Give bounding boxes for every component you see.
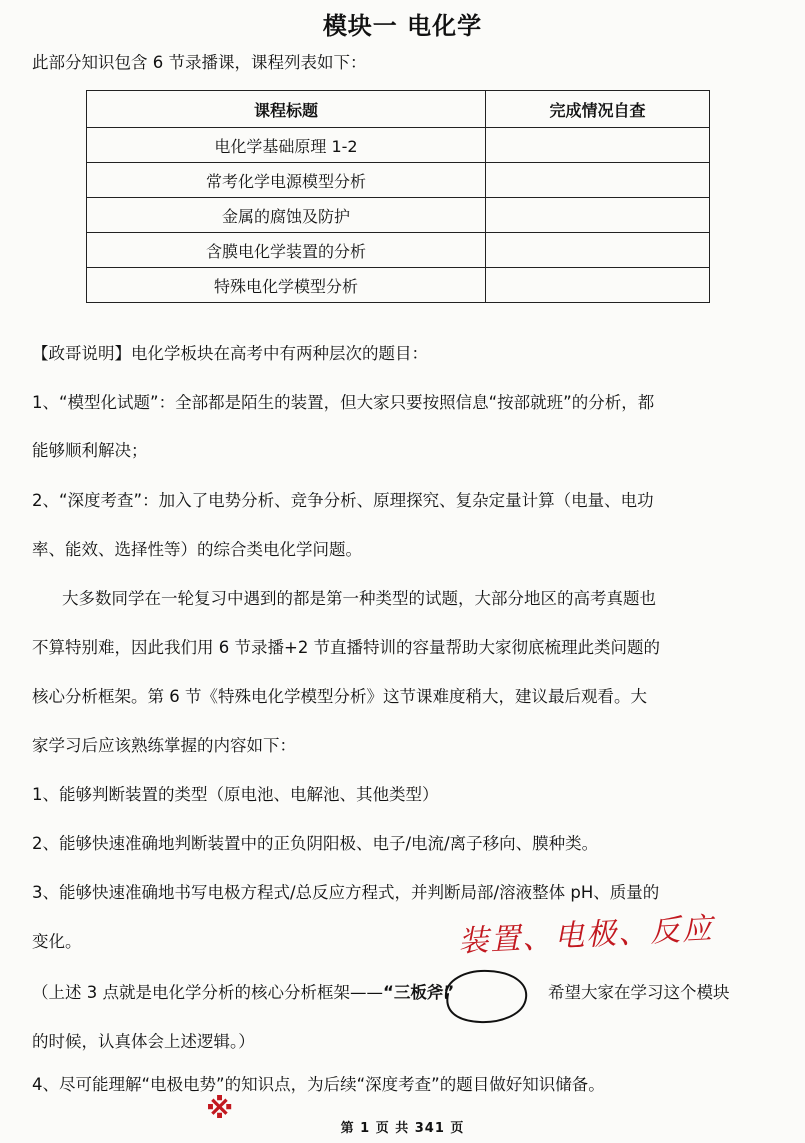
table-row: [87, 198, 710, 233]
course-status: [486, 128, 710, 163]
paragraph-line: 家学习后应该熟练掌握的内容如下：: [32, 736, 296, 755]
table-row: [87, 128, 710, 163]
handwritten-circle: [436, 966, 532, 1026]
list-item: 1、能够判断装置的类型（原电池、电解池、其他类型）: [32, 785, 439, 804]
course-title: 特殊电化学模型分析: [87, 268, 486, 303]
table-row: [87, 268, 710, 303]
course-status: [486, 233, 710, 268]
handwritten-annotation: 装置、电极、反应: [457, 911, 715, 960]
paragraph-line: 能够顺利解决；: [32, 441, 148, 460]
column-header-status: 完成情况自查: [486, 91, 710, 128]
list-item: 变化。: [32, 932, 82, 951]
table-header-row: [87, 91, 710, 128]
course-status: [486, 198, 710, 233]
paragraph-line: 率、能效、选择性等）的综合类电化学问题。: [32, 540, 362, 559]
handwritten-mark: ※: [206, 1092, 234, 1125]
course-title: 电化学基础原理 1-2: [87, 128, 486, 163]
course-status: [486, 268, 710, 303]
list-item: 3、能够快速准确地书写电极方程式/总反应方程式，并判断局部/溶液整体 pH、质量的: [32, 883, 660, 902]
table-row: [87, 233, 710, 268]
paragraph-line: 核心分析框架。第 6 节《特殊电化学模型分析》这节课难度稍大，建议最后观看。大: [32, 687, 647, 706]
paragraph-line: 不算特别难，因此我们用 6 节录播+2 节直播特训的容量帮助大家彻底梳理此类问题的: [32, 638, 661, 657]
paragraph-line: 大多数同学在一轮复习中遇到的都是第一种类型的试题，大部分地区的高考真题也: [62, 589, 656, 608]
list-item: 2、能够快速准确地判断装置中的正负阴阳极、电子/电流/离子移向、膜种类。: [32, 834, 599, 853]
course-title: 金属的腐蚀及防护: [87, 198, 486, 233]
summary-text-start: （上述 3 点就是电化学分析的核心分析框架——: [32, 983, 383, 1002]
column-header-title: 课程标题: [87, 91, 486, 128]
summary-text-end: 希望大家在学习这个模块: [548, 983, 730, 1002]
page-title: 模块一 电化学: [322, 12, 483, 40]
summary-highlight: “三板斧”: [383, 983, 455, 1002]
course-title: 含膜电化学装置的分析: [87, 233, 486, 268]
note-heading: 【政哥说明】电化学板块在高考中有两种层次的题目：: [32, 344, 428, 363]
course-title: 常考化学电源模型分析: [87, 163, 486, 198]
paragraph-line: 1、“模型化试题”：全部都是陌生的装置，但大家只要按照信息“按部就班”的分析，都: [32, 393, 655, 412]
page-footer: 第 1 页 共 341 页: [340, 1121, 465, 1136]
course-table: [86, 90, 710, 303]
list-item: 4、尽可能理解“电极电势”的知识点，为后续“深度考查”的题目做好知识储备。: [32, 1075, 605, 1094]
table-row: [87, 163, 710, 198]
paragraph-line: 2、“深度考查”：加入了电势分析、竞争分析、原理探究、复杂定量计算（电量、电功: [32, 491, 654, 510]
course-status: [486, 163, 710, 198]
summary-line: 的时候，认真体会上述逻辑。）: [32, 1032, 255, 1051]
intro-text: 此部分知识包含 6 节录播课，课程列表如下：: [32, 53, 367, 72]
